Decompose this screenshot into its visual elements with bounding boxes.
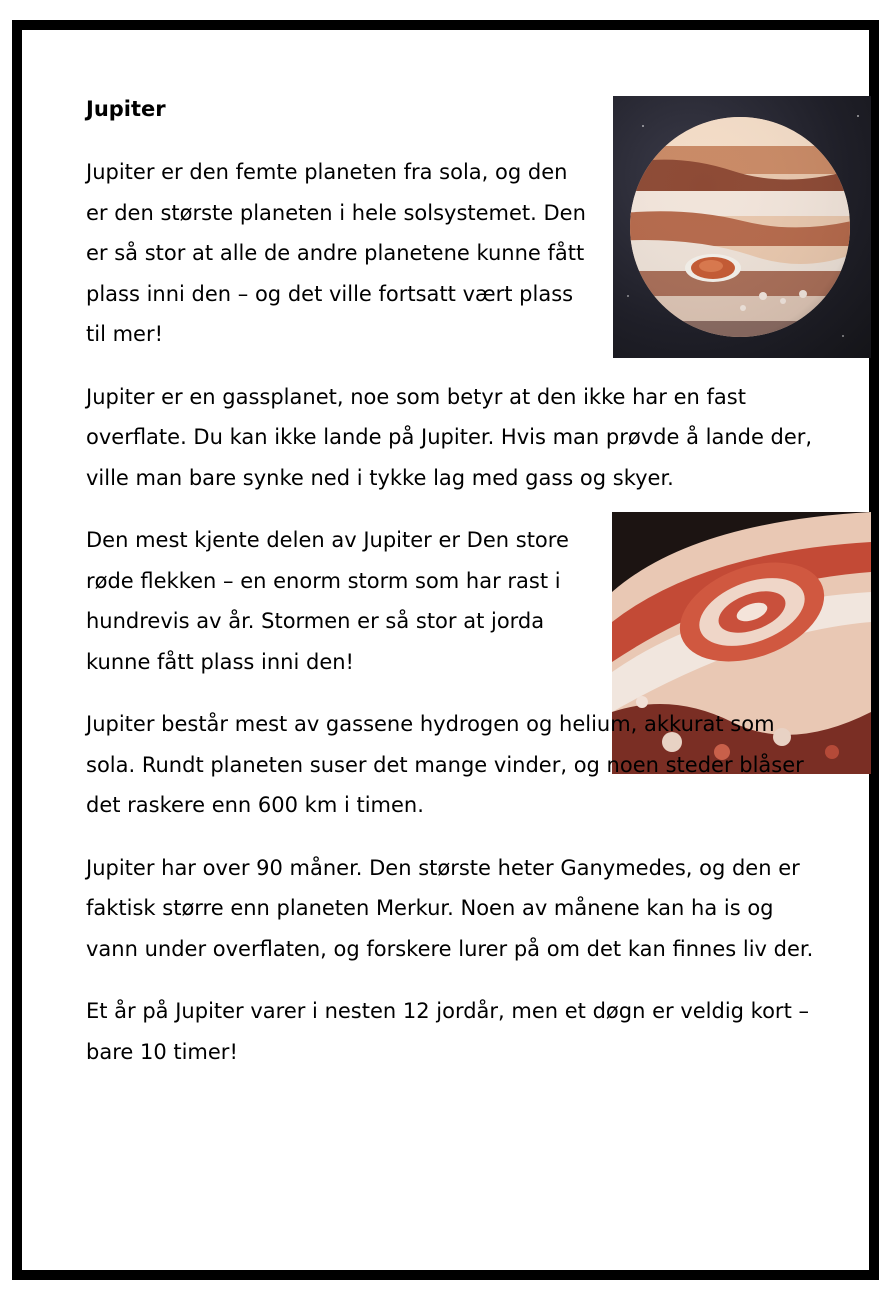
paragraph-1: Jupiter er den femte planeten fra sola, og den er den største planeten i hele solsystemet. Den er så stor at alle de andre planetene kunne fått plass inni den – og det ville fortsatt vært plass til mer! <box>86 160 586 346</box>
page-title: Jupiter <box>86 97 166 121</box>
paragraph-4: Jupiter består mest av gassene hydrogen og helium, akkurat som sola. Rundt planeten suser det mange vinder, og noen steder blåser det raskere enn 600 km i timen. <box>86 712 804 817</box>
article <box>86 88 816 1094</box>
paragraph-3: Den mest kjente delen av Jupiter er Den store røde flekken – en enorm storm som har rast i hundrevis av år. Stormen er så stor at jorda kunne fått plass inni den! <box>86 528 569 674</box>
paragraph-6: Et år på Jupiter varer i nesten 12 jordår, men et døgn er veldig kort – bare 10 timer! <box>86 999 809 1064</box>
paragraph-2: Jupiter er en gassplanet, noe som betyr at den ikke har en fast overflate. Du kan ikke lande på Jupiter. Hvis man prøvde å lande der, ville man bare synke ned i tykke lag med gass og skyer. <box>86 384 813 490</box>
paragraph-5: Jupiter har over 90 måner. Den største heter Ganymedes, og den er faktisk større enn planeten Merkur. Noen av månene kan ha is og vann under overflaten, og forskere lurer på om det kan finnes liv der. <box>86 855 814 961</box>
